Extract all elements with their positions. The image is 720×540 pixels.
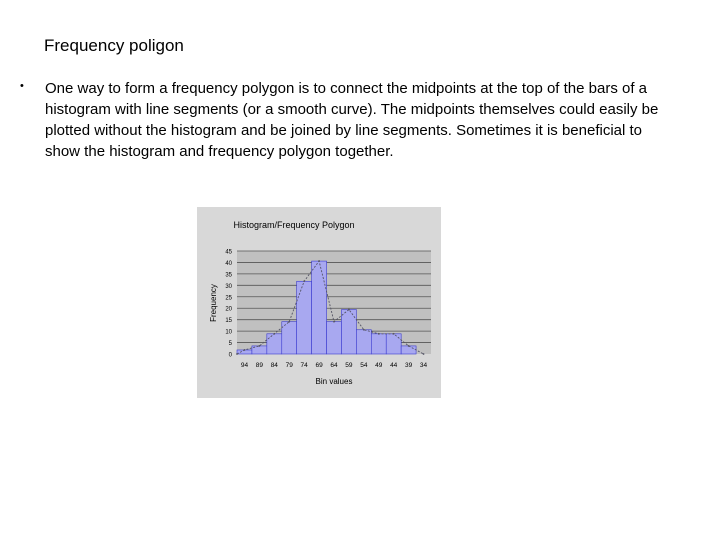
histogram-bar [386,334,401,354]
y-tick-label: 5 [228,341,232,348]
polygon-point [303,280,305,282]
x-tick-label: 84 [270,362,278,369]
x-tick-label: 69 [315,362,323,369]
polygon-point [318,260,320,262]
x-tick-label: 64 [330,362,338,369]
polygon-point [423,353,425,355]
polygon-point [258,345,260,347]
polygon-point [236,353,238,355]
x-tick-label: 54 [360,362,368,369]
y-tick-label: 25 [225,295,232,302]
x-tick-label: 74 [300,362,308,369]
x-tick-label: 34 [419,362,428,369]
histogram-chart [197,207,441,398]
polygon-point [288,321,290,323]
x-tick-label: 94 [240,362,249,369]
bullet-text: One way to form a frequency polygon is to connect the midpoints at the top of the bars of a histogram with line segments (or a smooth curve). The midpoints themselves could easily be plotted without the histogram and be joined by line segments. Sometimes it is beneficial to show the histogram and frequency polygon together. [45,80,659,160]
polygon-point [378,333,380,335]
histogram-bar [327,322,342,354]
x-tick-labels [241,362,428,369]
y-axis-label: Frequency [209,284,218,322]
polygon-point [408,345,410,347]
bullet-marker: • [20,80,24,92]
y-tick-label: 45 [225,249,232,256]
polygon-point [348,309,350,311]
y-tick-label: 30 [225,283,232,290]
y-tick-label: 0 [228,352,232,359]
histogram-bar [371,334,386,354]
histogram-bar [401,346,416,354]
y-tick-labels [225,250,232,359]
y-tick-label: 15 [225,318,232,325]
polygon-point [333,321,335,323]
histogram-bar [282,322,297,354]
x-tick-label: 59 [345,362,353,369]
polygon-point [393,333,395,335]
y-tick-label: 20 [225,306,232,313]
histogram-bar [267,334,282,354]
x-tick-label: 89 [255,362,264,369]
x-tick-label: 79 [285,362,293,369]
polygon-point [273,333,275,335]
histogram-figure [197,207,441,398]
x-axis-label: Bin values [315,377,353,386]
x-tick-label: 44 [390,362,398,369]
polygon-point [363,329,365,331]
x-tick-label: 39 [404,362,413,369]
y-tick-label: 35 [225,272,232,279]
y-tick-label: 10 [225,329,232,336]
x-tick-label: 49 [375,362,383,369]
y-tick-label: 40 [225,260,232,267]
chart-title: Histogram/Frequency Polygon [233,220,355,230]
histogram-bar [312,261,327,354]
slide-title: Frequency poligon [44,36,184,55]
histogram-bar [297,281,312,354]
histogram-bar [356,330,371,354]
polygon-point [244,349,246,351]
